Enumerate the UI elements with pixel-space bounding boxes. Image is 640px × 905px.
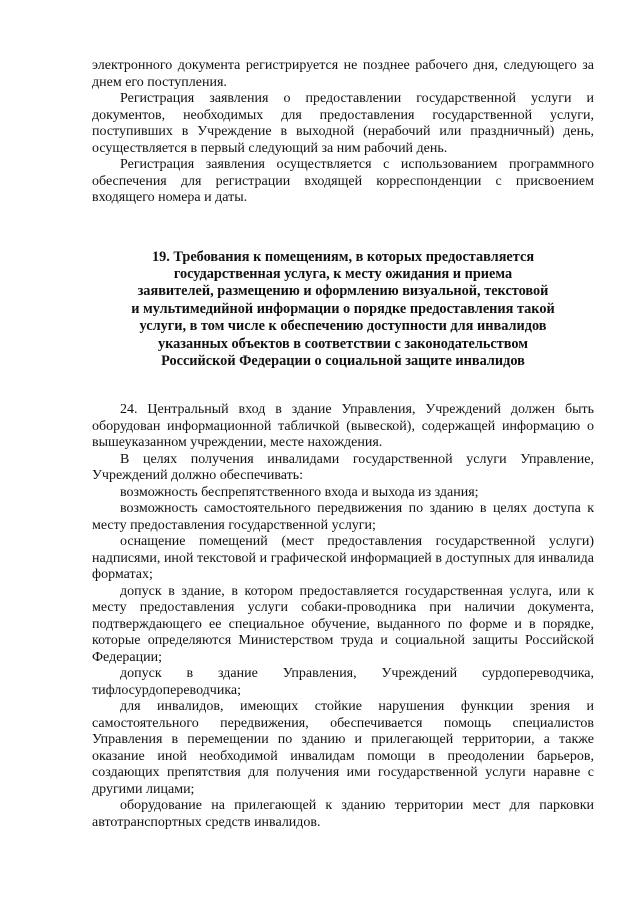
list-item-guide-dog: допуск в здание, в котором предоставляется государственная услуга, или к месту предоставления услуги собаки-проводника при наличии документа, подтверждающего ее специальное обучение, выданного по форме и в порядке, которые определяются Министерством труда и социальной защиты Российской Федерации;	[92, 583, 594, 665]
heading-line: услуги, в том числе к обеспечению доступности для инвалидов	[139, 318, 547, 335]
heading-line: 19. Требования к помещениям, в которых предоставляется	[151, 248, 535, 265]
list-item-sign-interpreter: допуск в здание Управления, Учреждений сурдопереводчика, тифлосурдопереводчика;	[92, 666, 594, 698]
list-item-free-entry: возможность беспрепятственного входа и выхода из здания;	[120, 484, 479, 500]
list-item-parking: оборудование на прилегающей к зданию территории мест для парковки автотранспортных средств инвалидов.	[92, 798, 594, 830]
heading-line: Российской Федерации о социальной защите инвалидов	[161, 352, 525, 369]
list-item-specialist-assistance: для инвалидов, имеющих стойкие нарушения функции зрения и самостоятельного передвижения, обеспечивается помощь специалистов Управления в перемещении по зданию и прилегающей территории, а также оказание иной необходимой инвалидам помощи в преодолении барьеров, создающих препятствия для получения ими государственной услуги наравне с другими лицами;	[92, 699, 594, 797]
paragraph-registration-software: Регистрация заявления осуществляется с использованием программного обеспечения для регистрации входящей корреспонденции с присвоением входящего номера и даты.	[92, 157, 594, 205]
list-item-independent-movement: возможность самостоятельного передвижения по зданию в целях доступа к месту предоставления государственной услуги;	[92, 501, 594, 533]
section-heading	[92, 249, 594, 371]
heading-line: и мультимедийной информации о порядке предоставления такой	[131, 300, 555, 317]
heading-line: указанных объектов в соответствии с законодательством	[157, 335, 529, 352]
heading-line: заявителей, размещению и оформлению визуальной, текстовой	[137, 283, 549, 300]
paragraph-continuation: электронного документа регистрируется не позднее рабочего дня, следующего за днем его поступления.	[92, 58, 594, 90]
document-page	[92, 58, 594, 831]
paragraph-registration-holiday: Регистрация заявления о предоставлении государственной услуги и документов, необходимых для предоставления государственной услуги, поступивших в Учреждение в выходной (нерабочий или праздничный) день, осуществляется в первый следующий за ним рабочий день.	[92, 91, 594, 156]
heading-line: государственная услуга, к месту ожидания и приема	[173, 265, 513, 282]
paragraph-accessibility-intro: В целях получения инвалидами государственной услуги Управление, Учреждений должно обеспечивать:	[92, 451, 594, 484]
list-item-signage: оснащение помещений (мест предоставления государственной услуги) надписями, иной текстовой и графической информацией в доступных для инвалида форматах;	[92, 534, 594, 583]
paragraph-item-24: 24. Центральный вход в здание Управления, Учреждений должен быть оборудован информационной табличкой (вывеской), содержащей информацию о вышеуказанном учреждении, месте нахождения.	[92, 402, 594, 451]
